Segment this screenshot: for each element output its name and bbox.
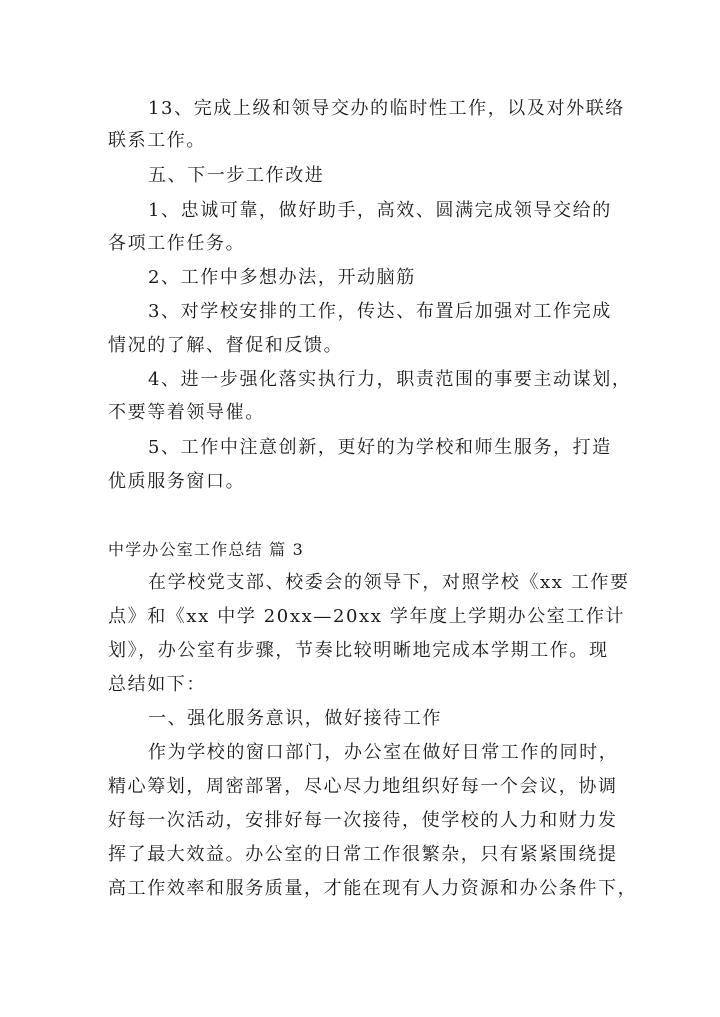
text-line: 5、工作中注意创新，更好的为学校和师生服务，打造 (148, 437, 612, 458)
text-line: 在学校党支部、校委会的领导下，对照学校《xx 工作要 (148, 572, 630, 593)
text-line: 精心筹划，周密部署，尽心尽力地组织好每一个会议，协调 (108, 776, 618, 797)
text-line: 点》和《xx 中学 20xx—20xx 学年度上学期办公室工作计 (108, 606, 626, 627)
text-line: 3、对学校安排的工作，传达、布置后加强对工作完成 (148, 301, 612, 322)
section-heading: 五、下一步工作改进 (148, 165, 325, 186)
chapter-title: 中学办公室工作总结 篇 3 (108, 540, 304, 559)
text-line: 情况的了解、督促和反馈。 (108, 335, 344, 356)
text-line: 2、工作中多想办法，开动脑筋 (148, 267, 416, 288)
text-line: 高工作效率和服务质量，才能在现有人力资源和办公条件下， (108, 878, 638, 899)
text-line: 优质服务窗口。 (108, 471, 246, 492)
text-line: 作为学校的窗口部门，办公室在做好日常工作的同时， (148, 742, 619, 763)
text-line: 联系工作。 (108, 130, 206, 151)
text-line: 总结如下： (108, 674, 206, 695)
text-line: 13、完成上级和领导交办的临时性工作，以及对外联络 (148, 98, 625, 119)
text-line: 挥了最大效益。办公室的日常工作很繁杂，只有紧紧围绕提 (108, 844, 618, 865)
text-line: 好每一次活动，安排好每一次接待，使学校的人力和财力发 (108, 810, 618, 831)
text-line: 各项工作任务。 (108, 233, 246, 254)
text-line: 不要等着领导催。 (108, 402, 265, 423)
text-line: 4、进一步强化落实执行力，职责范围的事要主动谋划， (148, 369, 632, 390)
text-line: 划》，办公室有步骤，节奏比较明晰地完成本学期工作。现 (108, 640, 609, 661)
section-heading: 一、强化服务意识，做好接待工作 (148, 708, 442, 729)
text-line: 1、忠诚可靠，做好助手，高效、圆满完成领导交给的 (148, 200, 612, 221)
